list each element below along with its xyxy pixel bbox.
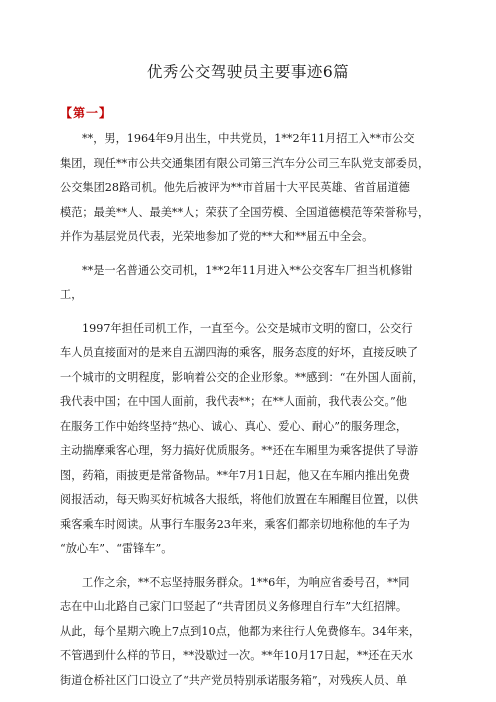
text-line: 不管遇到什么样的节日，**没歇过一次。**年10月17日起，**还在天水	[60, 649, 413, 662]
text-line: “放心车”、“雷锋车”。	[60, 542, 173, 555]
text-line: 我代表中国；在中国人面前，我代表**；在**人面前，我代表公交。”他	[60, 395, 407, 408]
text-line: 工作之余，**不忘坚持服务群众。1**6年，为响应省委号召，**同	[82, 575, 410, 589]
text-line: 从此，每个星期六晚上7点到10点，他都为来往行人免费修车。34年来，	[60, 624, 421, 638]
text-line: 集团，现任**市公共交通集团有限公司第三汽车分公司三车队党支部委员，	[60, 156, 430, 170]
section-heading: 【第一】	[60, 106, 113, 120]
text-line: 车人员直接面对的是来自五湖四海的乘客，服务态度的好坏，直接反映了	[60, 346, 419, 359]
document-title: 优秀公交驾驶员主要事迹6篇	[146, 63, 350, 81]
document-body	[60, 127, 436, 693]
text-line: 街道仓桥社区门口设立了“共产党员特别承诺服务箱”，对残疾人员、单	[60, 673, 408, 687]
text-line: **是一名普通公交司机，1**2年11月进入**公交客车厂担当机修钳	[82, 263, 413, 277]
text-line: 在服务工作中始终坚持“热心、诚心、真心、爱心、耐心”的服务理念，	[60, 419, 408, 433]
text-line: 并作为基层党员代表，光荣地参加了党的**大和**届五中全会。	[60, 230, 374, 243]
text-line: 主动揣摩乘客心理，努力搞好优质服务。**还在车厢里为乘客提供了导游	[60, 444, 419, 457]
text-line: 工，	[60, 288, 83, 301]
text-line: 公交集团28路司机。他先后被评为**市首届十大平民英雄、省首届道德	[60, 181, 410, 194]
text-line: 阅报活动，每天购买好杭城各大报纸，将他们放置在车厢醒目位置，以供	[60, 493, 419, 506]
text-line: 1997年担任司机工作，一直至今。公交是城市文明的窗口，公交行	[82, 321, 413, 335]
text-line: 模范；最美**人、最美**人；荣获了全国劳模、全国道德模范等荣誉称号，	[60, 205, 430, 219]
text-line: 图，药箱，雨披更是常备物品。**年7月1日起，他又在车厢内推出免费	[60, 468, 410, 482]
text-line: 乘客乘车时阅读。从事行车服务23年来，乘客们都亲切地称他的车子为	[60, 517, 410, 531]
text-line: 一个城市的文明程度，影响着公交的企业形象。**感到：“在外国人面前，	[60, 370, 424, 384]
text-line: **，男，1964年9月出生，中共党员，1**2年11月招工入**市公交	[82, 132, 415, 145]
text-line: 志在中山北路自己家门口竖起了“共青团员义务修理自行车”大红招牌。	[60, 600, 408, 613]
